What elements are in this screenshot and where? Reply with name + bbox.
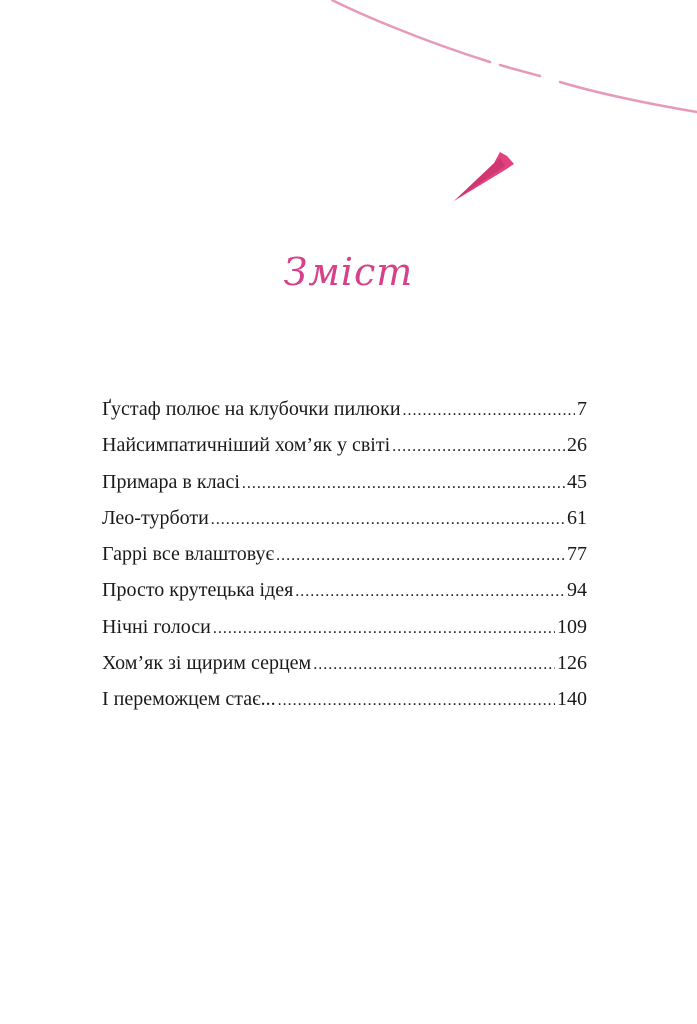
toc-entry-page: 45 — [567, 470, 587, 493]
toc-entry-title: Хом’як зі щирим серцем — [102, 652, 312, 675]
toc-entry-title: І переможцем стає... — [102, 688, 276, 711]
dot-leader — [213, 620, 555, 638]
dot-leader — [392, 438, 565, 456]
list-item[interactable] — [102, 398, 587, 434]
page-title: Зміст — [283, 250, 414, 294]
dot-leader — [242, 475, 565, 493]
toc-entry-page: 140 — [557, 688, 587, 711]
list-item[interactable] — [102, 652, 587, 688]
toc-entry-page: 61 — [567, 506, 587, 529]
toc-entry-title: Примара в класі — [102, 470, 240, 493]
toc-entry-title: Ґустаф полює на клубочки пилюки — [102, 398, 401, 420]
list-item[interactable] — [102, 579, 587, 615]
pink-ribbon-line-icon — [332, 0, 697, 112]
toc-entry-page: 94 — [567, 579, 587, 602]
dot-leader — [278, 692, 555, 710]
toc-entry-page: 7 — [577, 398, 587, 420]
dot-leader — [211, 511, 565, 529]
list-item[interactable] — [102, 543, 587, 579]
dot-leader — [403, 402, 575, 420]
toc-entry-page: 77 — [567, 543, 587, 566]
toc-entry-title: Просто крутецька ідея — [102, 579, 294, 602]
dot-leader — [295, 583, 565, 601]
toc-entry-page: 126 — [557, 652, 587, 675]
toc-entry-page: 26 — [567, 434, 587, 457]
toc-entry-page: 109 — [557, 615, 587, 638]
toc-entry-title: Гаррі все влаштовує — [102, 543, 275, 566]
toc-entry-title: Лео-турботи — [102, 506, 209, 529]
table-of-contents — [102, 398, 587, 725]
dot-leader — [276, 547, 565, 565]
toc-entry-title: Нічні голоси — [102, 615, 211, 638]
pencil-tip-shade — [454, 158, 505, 201]
list-item[interactable] — [102, 688, 587, 724]
dot-leader — [313, 656, 555, 674]
list-item[interactable] — [102, 471, 587, 507]
decorative-ribbon-illustration — [0, 0, 697, 230]
toc-entry-title: Найсимпатичніший хом’як у світі — [102, 434, 391, 457]
list-item[interactable] — [102, 434, 587, 470]
list-item[interactable] — [102, 507, 587, 543]
list-item[interactable] — [102, 616, 587, 652]
